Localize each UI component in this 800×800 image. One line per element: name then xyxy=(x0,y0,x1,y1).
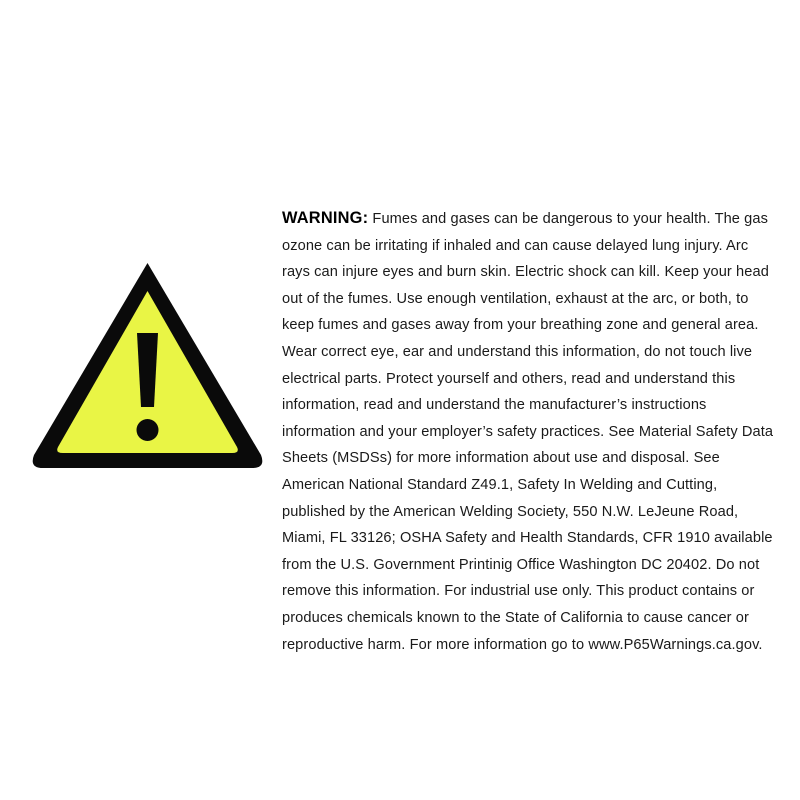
warning-text-block xyxy=(282,205,774,658)
warning-heading: WARNING: xyxy=(282,209,369,227)
warning-body: Fumes and gases can be dangerous to your health. The gas ozone can be irritating if inhaled and can cause delayed lung injury. Arc rays can injure eyes and burn skin. Electric shock can kill. Keep your head out of the fumes. Use enough ventilation, exhaust at the arc, or both, to keep fumes and gases away from your breathing zone and general area. Wear correct eye, ear and understand this information, do not touch live electrical parts. Protect yourself and others, read and understand this information, read and understand the manufacturer’s instructions information and your employer’s safety practices. See Material Safety Data Sheets (MSDSs) for more information about use and disposal. See American National Standard Z49.1, Safety In Welding and Cutting, published by the American Welding Society, 550 N.W. LeJeune Road, Miami, FL 33126; OSHA Safety and Health Standards, CFR 1910 available from the U.S. Government Printinig Office Washington DC 20402. Do not remove this information. For industrial use only. This product contains or produces chemicals known to the State of California to cause cancer or reproductive harm. For more information go to www.P65Warnings.ca.gov. xyxy=(282,211,774,653)
warning-triangle-exclamation-icon xyxy=(30,255,265,480)
warning-paragraph xyxy=(282,205,774,658)
